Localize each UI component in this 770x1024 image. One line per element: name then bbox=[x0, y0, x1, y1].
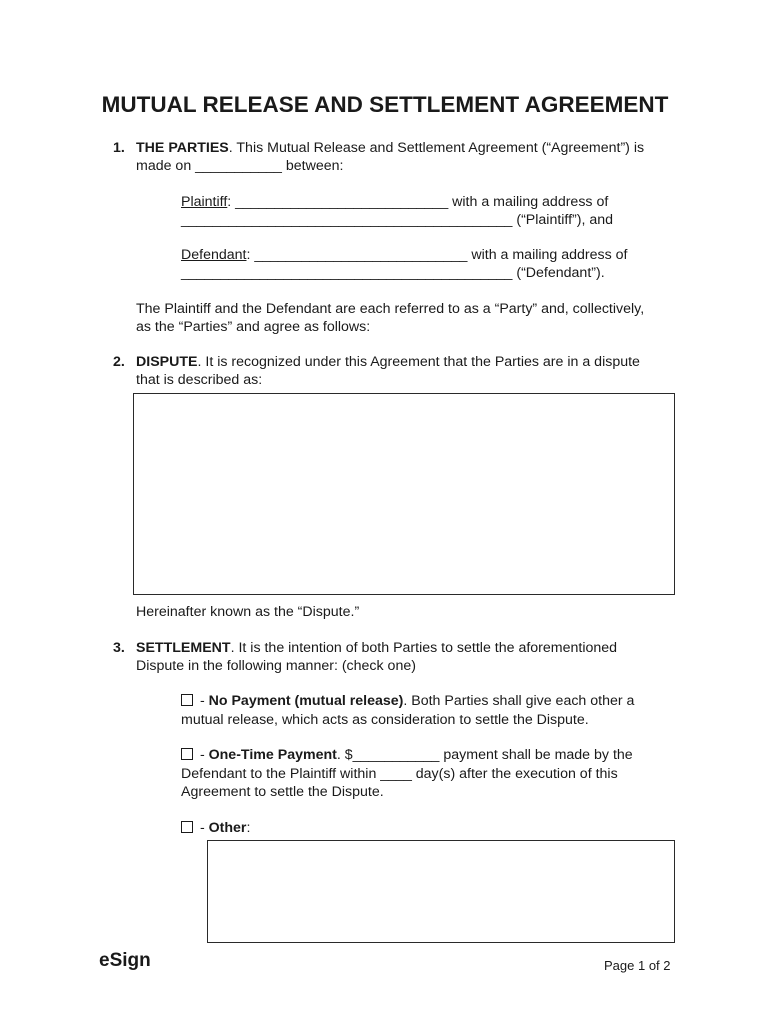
section-1-heading: THE PARTIES bbox=[136, 140, 229, 156]
esign-logo: eSign bbox=[99, 950, 151, 971]
plaintiff-name-field[interactable]: : ___________________________ with a mailing address of bbox=[227, 194, 609, 210]
parties-text-line2: as the “Parties” and agree as follows: bbox=[136, 319, 371, 335]
defendant-address-field[interactable]: __________________________________________ (“Defendant”). bbox=[181, 265, 605, 281]
section-2-text: . It is recognized under this Agreement that the Parties are in a dispute bbox=[197, 354, 640, 370]
dispute-definition: Hereinafter known as the “Dispute.” bbox=[136, 604, 360, 620]
no-payment-text-line2: mutual release, which acts as consideration to settle the Dispute. bbox=[181, 712, 589, 728]
other-colon: : bbox=[246, 820, 251, 836]
section-2-line2: that is described as: bbox=[136, 372, 263, 388]
payment-days-field[interactable]: Defendant to the Plaintiff within ____ day(s) after the execution of this bbox=[181, 766, 618, 782]
defendant-line1[interactable] bbox=[181, 246, 628, 264]
option-dash: - bbox=[196, 693, 209, 709]
option-other bbox=[181, 819, 250, 837]
section-1-line1 bbox=[136, 139, 644, 157]
section-3-line1 bbox=[136, 639, 617, 657]
plaintiff-label: Plaintiff bbox=[181, 194, 228, 210]
page-number: Page 1 of 2 bbox=[604, 958, 671, 973]
option-dash: - bbox=[196, 747, 209, 763]
document-title: MUTUAL RELEASE AND SETTLEMENT AGREEMENT bbox=[101, 92, 669, 117]
defendant-label: Defendant bbox=[181, 247, 247, 263]
defendant-name-field[interactable]: : ___________________________ with a mailing address of bbox=[246, 247, 628, 263]
section-1-number: 1. bbox=[113, 140, 125, 156]
section-1-text: . This Mutual Release and Settlement Agreement (“Agreement”) is bbox=[228, 140, 645, 156]
payment-amount-field[interactable]: . $___________ payment shall be made by the bbox=[336, 747, 633, 763]
option-no-payment bbox=[181, 692, 634, 710]
plaintiff-address-field[interactable]: __________________________________________ (“Plaintiff”), and bbox=[181, 212, 614, 228]
plaintiff-line1[interactable] bbox=[181, 193, 608, 211]
option-one-time-payment bbox=[181, 746, 633, 764]
section-2-number: 2. bbox=[113, 354, 125, 370]
option-dash: - bbox=[196, 820, 209, 836]
section-3-line2: Dispute in the following manner: (check one) bbox=[136, 658, 416, 674]
no-payment-text: . Both Parties shall give each other a bbox=[403, 693, 635, 709]
section-2-heading: DISPUTE bbox=[136, 354, 198, 370]
one-time-payment-checkbox[interactable] bbox=[181, 748, 193, 760]
other-description-box[interactable] bbox=[207, 840, 675, 943]
no-payment-label: No Payment (mutual release) bbox=[208, 693, 404, 709]
dispute-description-box[interactable] bbox=[133, 393, 675, 595]
parties-text-line1: The Plaintiff and the Defendant are each referred to as a “Party” and, collectively, bbox=[136, 301, 645, 317]
other-checkbox[interactable] bbox=[181, 821, 193, 833]
other-label: Other bbox=[208, 820, 247, 836]
section-1-line2[interactable]: made on ___________ between: bbox=[136, 158, 344, 174]
section-2-line1 bbox=[136, 353, 640, 371]
no-payment-checkbox[interactable] bbox=[181, 694, 193, 706]
section-3-number: 3. bbox=[113, 640, 125, 656]
one-time-payment-text-line3: Agreement to settle the Dispute. bbox=[181, 784, 384, 800]
section-3-text: . It is the intention of both Parties to settle the aforementioned bbox=[230, 640, 618, 656]
section-3-heading: SETTLEMENT bbox=[136, 640, 231, 656]
one-time-payment-label: One-Time Payment bbox=[208, 747, 337, 763]
